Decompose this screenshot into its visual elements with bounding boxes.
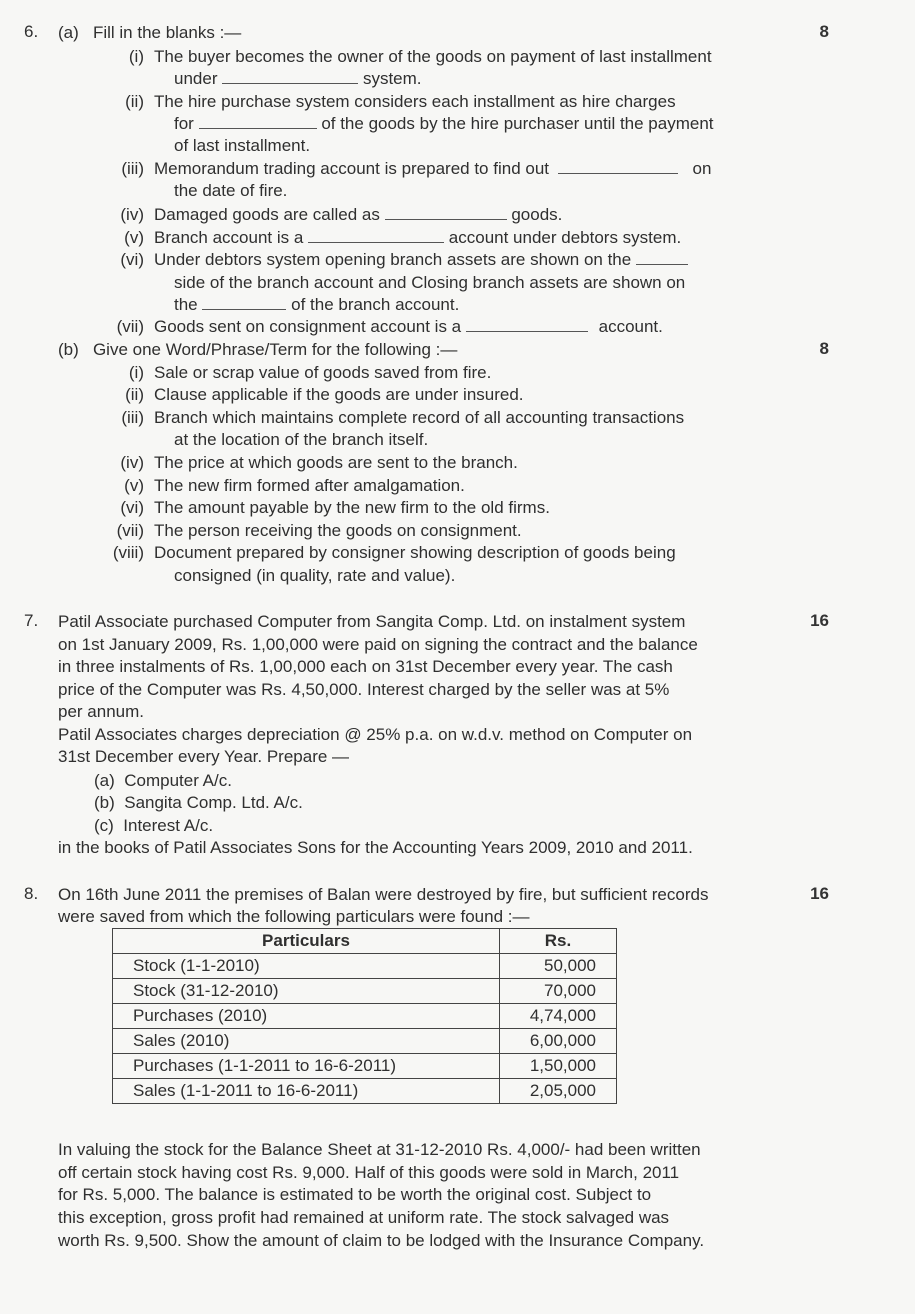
table-cell-amount: 1,50,000	[500, 1054, 617, 1079]
table-cell-amount: 4,74,000	[500, 1004, 617, 1029]
q6b-item-4-num: (iv)	[120, 453, 144, 472]
table-row	[113, 1029, 617, 1054]
q6a-item-7-blank	[466, 317, 588, 332]
q6a-item-6-num: (vi)	[120, 250, 144, 269]
q7-subitem-c-num: (c)	[94, 816, 114, 835]
q6a-item-1-text3: system.	[362, 69, 422, 88]
q7-closing: in the books of Patil Associates Sons for the Accounting Years 2009, 2010 and 2011.	[58, 838, 693, 857]
q6a-item-4-text2: goods.	[511, 205, 563, 224]
q6a-item-4-blank	[385, 205, 507, 220]
q6b-item-1-text: Sale or scrap value of goods saved from fire.	[154, 363, 492, 382]
q7-subitem-c	[94, 815, 213, 837]
q8-number: 8.	[24, 884, 39, 903]
table-cell-particular: Sales (2010)	[113, 1029, 500, 1054]
q7-subitem-b-num: (b)	[94, 793, 115, 812]
q6b-item-6	[104, 497, 550, 519]
q6a-item-3-num: (iii)	[121, 159, 144, 178]
q7-line-6: Patil Associates charges depreciation @ 25% p.a. on w.d.v. method on Computer on	[58, 725, 693, 744]
q7-subitem-a	[94, 770, 232, 792]
q6a-item-5-text2: account under debtors system.	[448, 228, 682, 247]
q7-number: 7.	[24, 611, 39, 630]
q6-number: 6.	[24, 22, 39, 41]
q6a-item-2-blank	[199, 114, 317, 129]
q6a-item-6-blank1	[636, 250, 688, 265]
q6b-item-5	[104, 475, 465, 497]
q6b-item-7	[104, 520, 522, 542]
q7-subitem-c-text: Interest A/c.	[123, 816, 214, 835]
q6a-item-7-num: (vii)	[116, 317, 144, 336]
q7-line-5: per annum.	[58, 702, 144, 721]
q6b-item-4-text: The price at which goods are sent to the branch.	[154, 453, 518, 472]
q6a-item-5-num: (v)	[124, 228, 144, 247]
q6b-item-7-text: The person receiving the goods on consignment.	[154, 521, 522, 540]
q6b-item-7-num: (vii)	[116, 521, 144, 540]
q7-line-3: in three instalments of Rs. 1,00,000 each on 31st December every year. The cash	[58, 657, 673, 676]
q6b-title: Give one Word/Phrase/Term for the following :—	[92, 340, 458, 359]
particulars-table	[112, 928, 617, 1104]
table-header-row	[113, 929, 617, 954]
q6b-item-4	[104, 452, 518, 474]
q8-para-line-3: for Rs. 5,000. The balance is estimated to be worth the original cost. Subject to	[58, 1185, 652, 1204]
q6a-item-6-line2: side of the branch account and Closing branch assets are shown on	[174, 273, 686, 292]
q6b-item-3-num: (iii)	[121, 408, 144, 427]
q6b-item-6-num: (vi)	[120, 498, 144, 517]
q6a-label: (a)	[58, 23, 79, 42]
q6a-item-3-text: Memorandum trading account is prepared to find out	[154, 159, 550, 178]
q6b-item-8-num: (viii)	[112, 543, 144, 562]
q6a-item-4-line1	[104, 204, 562, 226]
q6b-item-5-num: (v)	[124, 476, 144, 495]
q6b-item-1	[104, 362, 491, 384]
q8-para-line-4: this exception, gross profit had remained at uniform rate. The stock salvaged was	[58, 1208, 670, 1227]
q6b-item-1-num: (i)	[128, 363, 144, 382]
q6a-item-2-text: The hire purchase system considers each installment as hire charges	[154, 92, 676, 111]
q7-line-7: 31st December every Year. Prepare —	[58, 747, 350, 766]
table-header-amount: Rs.	[500, 929, 617, 954]
q8-marks: 16	[810, 884, 829, 903]
table-cell-particular: Stock (31-12-2010)	[113, 979, 500, 1004]
q8-para-line-5: worth Rs. 9,500. Show the amount of claim to be lodged with the Insurance Company.	[58, 1231, 705, 1250]
q6a-item-2-line1	[104, 91, 676, 113]
q6a-item-7-text2: account.	[598, 317, 663, 336]
q7-subitem-a-text: Computer A/c.	[124, 771, 232, 790]
table-cell-amount: 70,000	[500, 979, 617, 1004]
q8-para-line-2: off certain stock having cost Rs. 9,000. Half of this goods were sold in March, 2011	[58, 1163, 680, 1182]
q7-line-1: Patil Associate purchased Computer from Sangita Comp. Ltd. on instalment system	[58, 612, 686, 631]
q6a-item-4-num: (iv)	[120, 205, 144, 224]
q6a-item-6-text3: the	[174, 295, 198, 314]
q6a-item-3-blank	[558, 159, 678, 174]
q6b-heading	[58, 339, 457, 361]
table-cell-amount: 2,05,000	[500, 1079, 617, 1104]
q6b-item-2	[104, 384, 524, 406]
table-cell-particular: Sales (1-1-2011 to 16-6-2011)	[113, 1079, 500, 1104]
q8-para-line-1: In valuing the stock for the Balance Sheet at 31-12-2010 Rs. 4,000/- had been written	[58, 1140, 701, 1159]
q7-subitem-b	[94, 792, 303, 814]
q6b-marks: 8	[819, 339, 829, 358]
q7-subitem-b-text: Sangita Comp. Ltd. A/c.	[124, 793, 303, 812]
q6b-item-8	[104, 542, 676, 564]
q6b-item-5-text: The new firm formed after amalgamation.	[154, 476, 465, 495]
q6a-item-6-text: Under debtors system opening branch assets are shown on the	[154, 250, 632, 269]
q6b-label: (b)	[58, 340, 79, 359]
table-row	[113, 954, 617, 979]
q6a-item-7-text: Goods sent on consignment account is a	[154, 317, 462, 336]
q6a-item-3-text2: on	[692, 159, 712, 178]
q6a-item-1-blank	[222, 69, 358, 84]
q6a-item-5-text: Branch account is a	[154, 228, 304, 247]
q6a-item-6-line1	[104, 249, 688, 271]
q6a-item-2-text3: of the goods by the hire purchaser until the payment	[321, 114, 714, 133]
q6a-item-7-line1	[104, 316, 663, 338]
q6a-item-6-line3	[174, 294, 459, 316]
q6a-marks: 8	[819, 22, 829, 41]
q6b-item-3-line2: at the location of the branch itself.	[174, 430, 429, 449]
q6a-item-2-text2: for	[174, 114, 194, 133]
q6a-item-1-text2: under	[174, 69, 218, 88]
q6a-item-6-text4: of the branch account.	[291, 295, 460, 314]
table-row	[113, 1079, 617, 1104]
q6a-item-2-line3: of last installment.	[174, 136, 311, 155]
table-cell-amount: 50,000	[500, 954, 617, 979]
q6a-item-1-line1	[104, 46, 712, 68]
q6a-item-2-num: (ii)	[125, 92, 144, 111]
q6a-item-1-text: The buyer becomes the owner of the goods on payment of last installment	[154, 47, 712, 66]
q6a-item-3-line2: the date of fire.	[174, 181, 288, 200]
q6b-item-8-line2: consigned (in quality, rate and value).	[174, 566, 456, 585]
q6a-title: Fill in the blanks :—	[92, 23, 242, 42]
q7-marks: 16	[810, 611, 829, 630]
q6b-item-8-text: Document prepared by consigner showing description of goods being	[154, 543, 676, 562]
q7-subitem-a-num: (a)	[94, 771, 115, 790]
q6a-item-5-line1	[104, 227, 681, 249]
q6a-item-1-num: (i)	[128, 47, 144, 66]
q8-line-2: were saved from which the following particulars were found :—	[58, 907, 530, 926]
q6a-item-3-line1	[104, 158, 711, 180]
q6a-heading	[58, 22, 241, 44]
q6b-item-3	[104, 407, 684, 429]
q6b-item-2-text: Clause applicable if the goods are under insured.	[154, 385, 524, 404]
table-cell-particular: Purchases (1-1-2011 to 16-6-2011)	[113, 1054, 500, 1079]
table-cell-particular: Stock (1-1-2010)	[113, 954, 500, 979]
q6a-item-4-text: Damaged goods are called as	[154, 205, 380, 224]
q8-line-1: On 16th June 2011 the premises of Balan were destroyed by fire, but sufficient records	[58, 885, 709, 904]
table-cell-amount: 6,00,000	[500, 1029, 617, 1054]
table-row	[113, 979, 617, 1004]
q7-line-4: price of the Computer was Rs. 4,50,000. Interest charged by the seller was at 5%	[58, 680, 670, 699]
table-header-particulars: Particulars	[113, 929, 500, 954]
q6b-item-2-num: (ii)	[125, 385, 144, 404]
q6a-item-6-blank2	[202, 295, 286, 310]
q6b-item-3-text: Branch which maintains complete record of all accounting transactions	[154, 408, 685, 427]
q7-line-2: on 1st January 2009, Rs. 1,00,000 were paid on signing the contract and the balance	[58, 635, 698, 654]
q6b-item-6-text: The amount payable by the new firm to the old firms.	[154, 498, 550, 517]
table-row	[113, 1054, 617, 1079]
table-row	[113, 1004, 617, 1029]
q6a-item-1-line2	[174, 68, 422, 90]
table-cell-particular: Purchases (2010)	[113, 1004, 500, 1029]
q6a-item-5-blank	[308, 228, 444, 243]
q6a-item-2-line2	[174, 113, 714, 135]
